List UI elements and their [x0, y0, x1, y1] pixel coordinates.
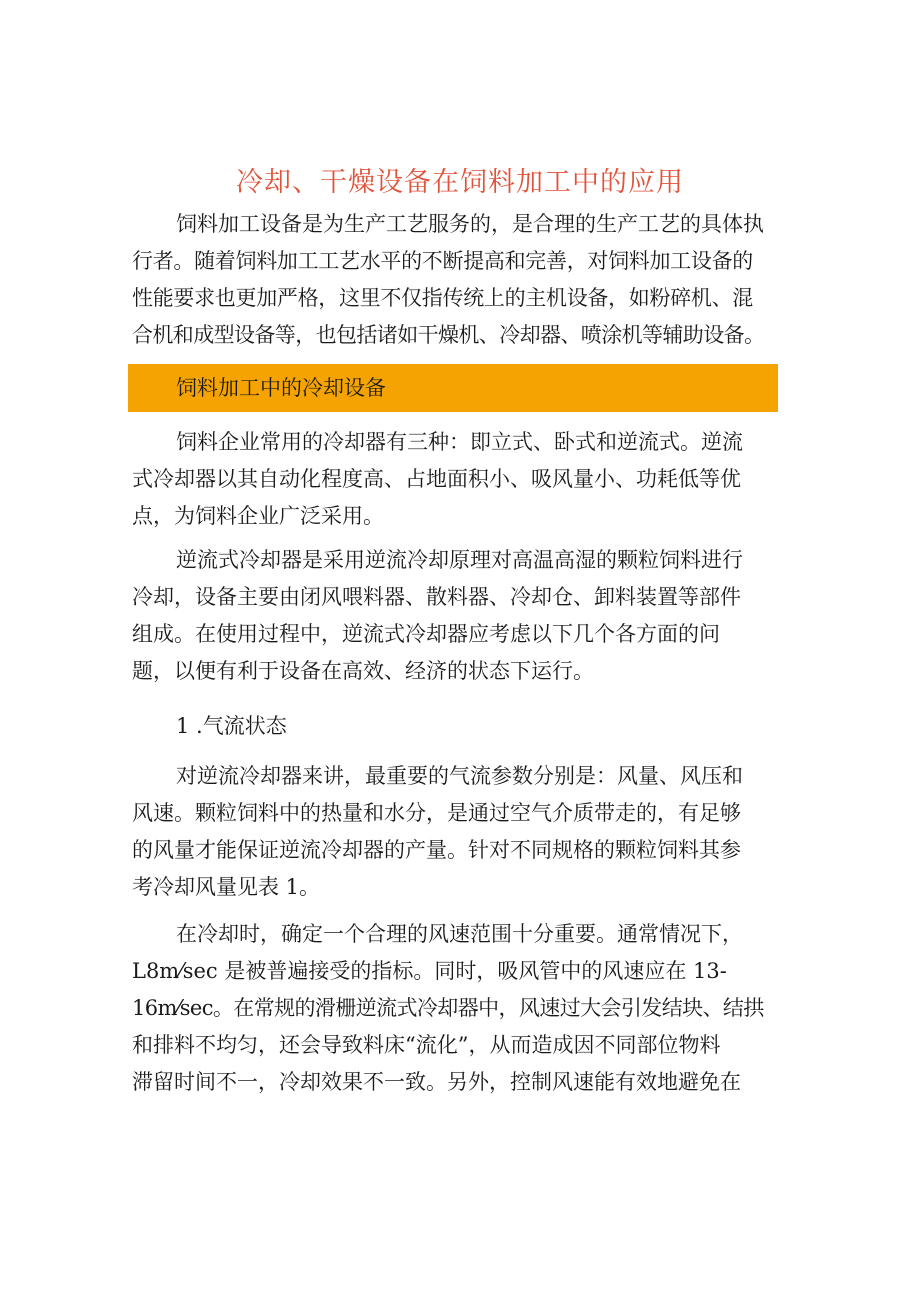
text-line: 饲料企业常用的冷却器有三种：即立式、卧式和逆流式。逆流 [176, 430, 743, 454]
text-line: 风速。颗粒饲料中的热量和水分，是通过空气介质带走的，有足够 [132, 801, 741, 825]
text-line: 对逆流冷却器来讲，最重要的气流参数分别是：风量、风压和 [176, 764, 743, 788]
intro-paragraph [132, 206, 780, 354]
paragraph-cooler-types [132, 424, 780, 535]
paragraph-counterflow-cooler [132, 542, 780, 690]
document-title: 冷却、干燥设备在饲料加工中的应用 [236, 167, 684, 198]
paragraph-airflow [132, 758, 780, 906]
text-line: 题，以便有利于设备在高效、经济的状态下运行。 [132, 659, 594, 683]
paragraph-wind-speed [132, 916, 780, 1101]
text-line: 行者。随着饲料加工工艺水平的不断提高和完善，对饲料加工设备的 [132, 249, 753, 273]
text-line: 冷却，设备主要由闭风喂料器、散料器、冷却仓、卸料装置等部件 [132, 585, 741, 609]
text-line: L8m⁄sec 是被普遍接受的指标。同时，吸风管中的风速应在 13- [132, 959, 727, 983]
subheading-airflow: 1 .气流状态 [176, 714, 287, 738]
section-heading: 饲料加工中的冷却设备 [176, 376, 386, 400]
text-line: 滞留时间不一，冷却效果不一致。另外，控制风速能有效地避免在 [132, 1070, 741, 1094]
text-line: 点，为饲料企业广泛采用。 [132, 504, 384, 528]
text-line: 的风量才能保证逆流冷却器的产量。针对不同规格的颗粒饲料其参 [132, 838, 741, 862]
text-line: 考冷却风量见表 1。 [132, 875, 321, 899]
text-line: 饲料加工设备是为生产工艺服务的，是合理的生产工艺的具体执 [176, 212, 764, 236]
text-line: 逆流式冷却器是采用逆流冷却原理对高温高湿的颗粒饲料进行 [176, 548, 743, 572]
text-line: 在冷却时，确定一个合理的风速范围十分重要。通常情况下， [176, 922, 743, 946]
text-line: 16m⁄sec。在常规的滑栅逆流式冷却器中，风速过大会引发结块、结拱 [132, 996, 764, 1020]
text-line: 性能要求也更加严格，这里不仅指传统上的主机设备，如粉碎机、混 [132, 286, 753, 310]
section-heading-bar [128, 364, 778, 412]
text-line: 式冷却器以其自动化程度高、占地面积小、吸风量小、功耗低等优 [132, 467, 741, 491]
text-line: 组成。在使用过程中，逆流式冷却器应考虑以下几个各方面的问 [132, 622, 720, 646]
text-line: 合机和成型设备等，也包括诸如干燥机、冷却器、喷涂机等辅助设备。 [132, 323, 765, 347]
text-line: 和排料不均匀，还会导致料床“流化”，从而造成因不同部位物料 [132, 1033, 721, 1057]
